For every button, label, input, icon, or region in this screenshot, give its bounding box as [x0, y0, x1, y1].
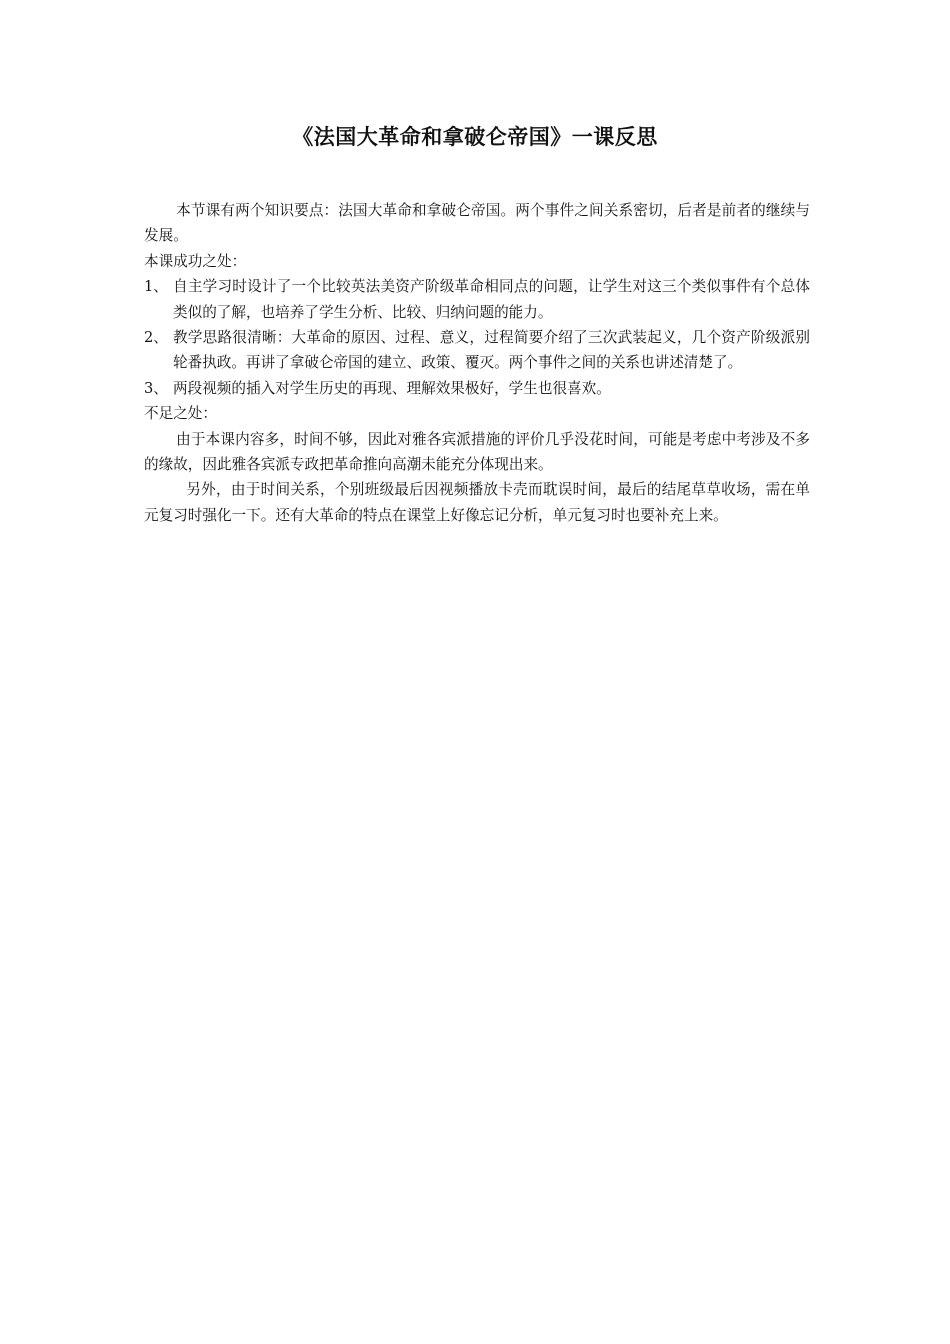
- success-item-3-number: 3、: [144, 379, 168, 397]
- document-body: [144, 198, 810, 528]
- success-item-1: [144, 274, 810, 325]
- document-title: 《法国大革命和拿破仑帝国》一课反思: [292, 125, 658, 149]
- intro-paragraph: 本节课有两个知识要点：法国大革命和拿破仑帝国。两个事件之间关系密切，后者是前者的继续与发展。: [144, 202, 810, 245]
- success-item-2-text: 教学思路很清晰：大革命的原因、过程、意义，过程简要介绍了三次武装起义，几个资产阶级派别轮番执政。再讲了拿破仑帝国的建立、政策、覆灭。两个事件之间的关系也讲述清楚了。: [173, 329, 810, 372]
- success-item-3-text: 两段视频的插入对学生历史的再现、理解效果极好，学生也很喜欢。: [173, 379, 611, 397]
- success-item-1-number: 1、: [144, 278, 168, 296]
- success-item-2: [144, 325, 810, 376]
- shortcoming-paragraph-2: 另外，由于时间关系，个别班级最后因视频播放卡壳而耽误时间，最后的结尾草草收场，需在单元复习时强化一下。还有大革命的特点在课堂上好像忘记分析，单元复习时也要补充上来。: [144, 481, 810, 524]
- success-item-1-text: 自主学习时设计了一个比较英法美资产阶级革命相同点的问题，让学生对这三个类似事件有个总体类似的了解，也培养了学生分析、比较、归纳问题的能力。: [173, 278, 810, 321]
- success-heading: 本课成功之处：: [144, 252, 247, 270]
- shortcoming-heading: 不足之处：: [144, 405, 217, 423]
- success-item-3: [144, 376, 810, 401]
- success-item-2-number: 2、: [144, 329, 168, 347]
- shortcoming-paragraph-1: 由于本课内容多，时间不够，因此对雅各宾派措施的评价几乎没花时间，可能是考虑中考涉及不多的缘故，因此雅各宾派专政把革命推向高潮未能充分体现出来。: [144, 430, 810, 474]
